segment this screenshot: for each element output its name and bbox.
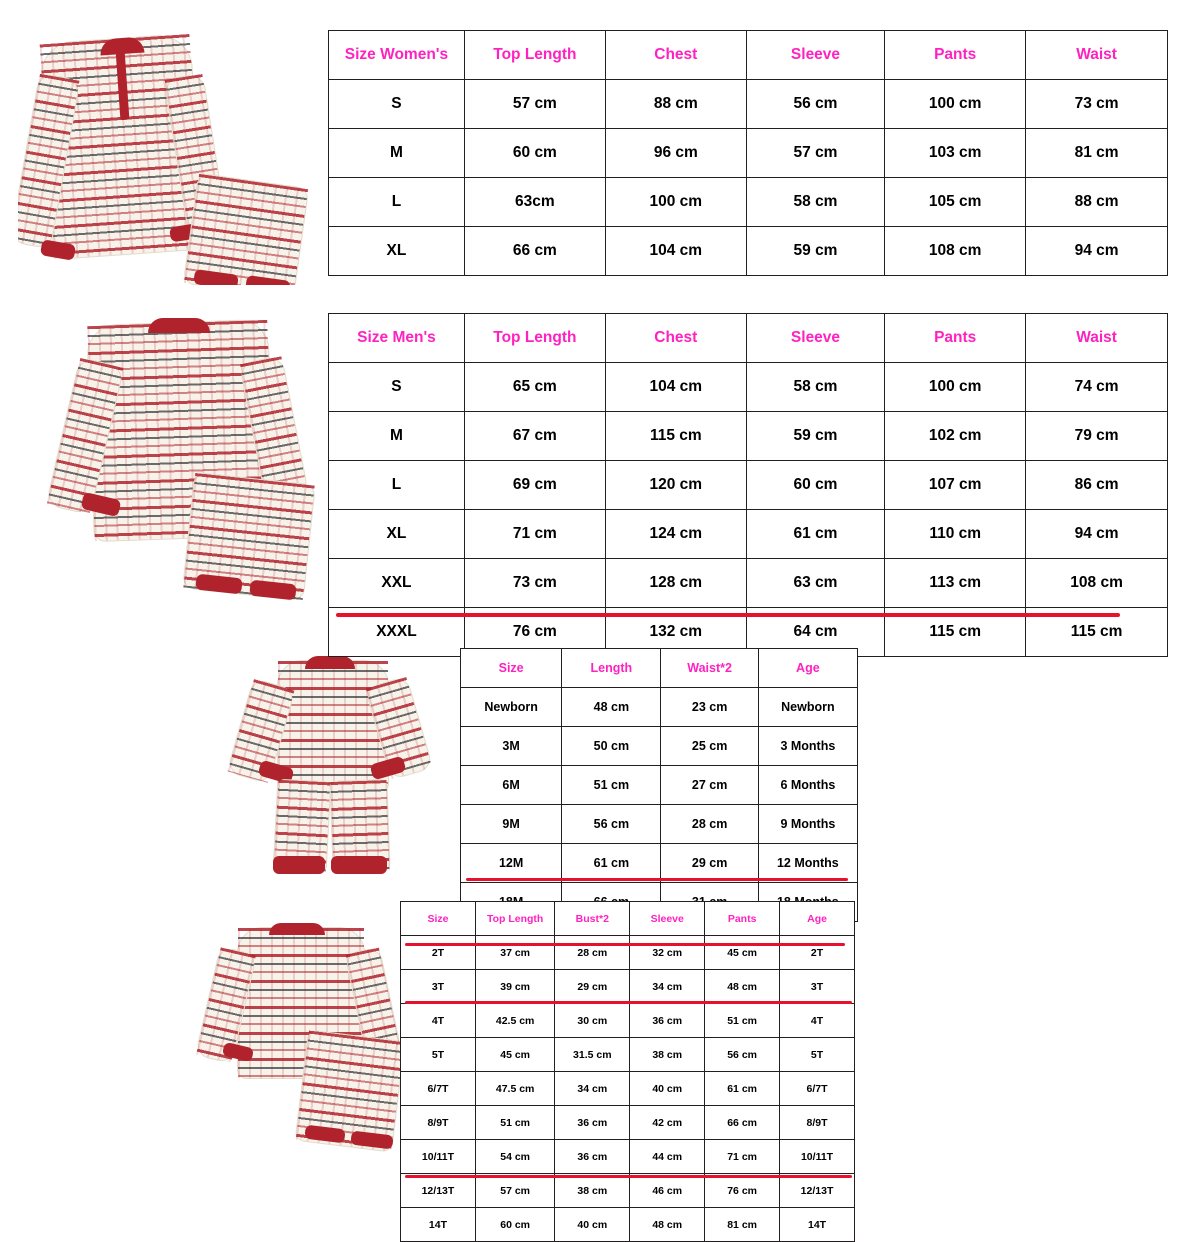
cell-pants: 48 cm: [705, 970, 780, 1004]
column-header: Size Men's: [329, 314, 465, 363]
cell-pants: 56 cm: [705, 1038, 780, 1072]
cell-age: 6/7T: [780, 1072, 855, 1106]
column-header: Top Length: [464, 31, 605, 80]
column-header: Sleeve: [746, 314, 884, 363]
table-row: [329, 129, 1168, 178]
table-row: [329, 178, 1168, 227]
cell-waist: 94 cm: [1026, 510, 1168, 559]
cell-top-length: 66 cm: [464, 227, 605, 276]
table-row: [401, 1174, 855, 1208]
cell-waist: 94 cm: [1026, 227, 1168, 276]
cell-sleeve: 42 cm: [630, 1106, 705, 1140]
table-row: [329, 363, 1168, 412]
cell-age: 9 Months: [758, 805, 857, 844]
cell-top-length: 60 cm: [464, 129, 605, 178]
cell-top-length: 71 cm: [464, 510, 605, 559]
column-header: Sleeve: [630, 902, 705, 936]
cell-length: 48 cm: [562, 688, 661, 727]
men-photo: [20, 300, 340, 610]
baby-photo: [215, 640, 460, 888]
baby-left-foot-cuff: [273, 856, 325, 874]
cell-waist: 81 cm: [1026, 129, 1168, 178]
cell-age: 5T: [780, 1038, 855, 1072]
cell-top-length: 73 cm: [464, 559, 605, 608]
cell-sleeve: 59 cm: [746, 412, 884, 461]
men-pants-cuff-left: [195, 574, 242, 595]
table-row: [461, 688, 858, 727]
column-header: Pants: [885, 31, 1026, 80]
cell-pants: 102 cm: [885, 412, 1026, 461]
cell-age: 3 Months: [758, 727, 857, 766]
column-header: Top Length: [464, 314, 605, 363]
cell-pants: 71 cm: [705, 1140, 780, 1174]
cell-waist: 23 cm: [661, 688, 758, 727]
table-row: [401, 970, 855, 1004]
cell-top-length: 47.5 cm: [475, 1072, 554, 1106]
cell-bust: 34 cm: [555, 1072, 630, 1106]
table-row: [461, 766, 858, 805]
table-row: [329, 461, 1168, 510]
table-row: [329, 412, 1168, 461]
cell-top-length: 37 cm: [475, 936, 554, 970]
cell-sleeve: 64 cm: [746, 608, 884, 657]
baby-right-foot-cuff: [331, 856, 387, 874]
cell-sleeve: 44 cm: [630, 1140, 705, 1174]
cell-size: S: [329, 80, 465, 129]
kids-collar: [269, 923, 325, 935]
cell-size: 8/9T: [401, 1106, 476, 1140]
cell-age: 2T: [780, 936, 855, 970]
cell-size: 3M: [461, 727, 562, 766]
men-size-table: [328, 313, 1168, 657]
table-row-struck: [401, 1004, 855, 1038]
cell-pants: 100 cm: [885, 80, 1026, 129]
cell-sleeve: 57 cm: [746, 129, 884, 178]
cell-age: 10/11T: [780, 1140, 855, 1174]
cell-waist: 115 cm: [1026, 608, 1168, 657]
table-header-row: [329, 31, 1168, 80]
men-top-collar: [148, 318, 210, 333]
cell-chest: 132 cm: [605, 608, 746, 657]
cell-sleeve: 34 cm: [630, 970, 705, 1004]
cell-sleeve: 32 cm: [630, 936, 705, 970]
table-row: [401, 1038, 855, 1072]
cell-sleeve: 58 cm: [746, 178, 884, 227]
cell-waist: 28 cm: [661, 805, 758, 844]
cell-size: 10/11T: [401, 1140, 476, 1174]
cell-size: M: [329, 412, 465, 461]
cell-age: Newborn: [758, 688, 857, 727]
cell-sleeve: 48 cm: [630, 1208, 705, 1242]
cell-size: L: [329, 178, 465, 227]
cell-bust: 40 cm: [555, 1208, 630, 1242]
column-header: Pants: [885, 314, 1026, 363]
cell-top-length: 57 cm: [464, 80, 605, 129]
cell-size: 6M: [461, 766, 562, 805]
column-header: Size: [461, 649, 562, 688]
cell-pants: 81 cm: [705, 1208, 780, 1242]
cell-bust: 28 cm: [555, 936, 630, 970]
cell-age: 12 Months: [758, 844, 857, 883]
column-header: Chest: [605, 314, 746, 363]
cell-chest: 96 cm: [605, 129, 746, 178]
kids-photo: [195, 905, 405, 1170]
cell-top-length: 54 cm: [475, 1140, 554, 1174]
cell-pants: 45 cm: [705, 936, 780, 970]
cell-bust: 30 cm: [555, 1004, 630, 1038]
cell-size: 2T: [401, 936, 476, 970]
cell-pants: 107 cm: [885, 461, 1026, 510]
cell-top-length: 60 cm: [475, 1208, 554, 1242]
cell-sleeve: 36 cm: [630, 1004, 705, 1038]
cell-waist: 73 cm: [1026, 80, 1168, 129]
cell-chest: 124 cm: [605, 510, 746, 559]
cell-size: XXL: [329, 559, 465, 608]
column-header: Sleeve: [746, 31, 884, 80]
women-photo: [18, 20, 318, 285]
table-row-struck: [401, 1208, 855, 1242]
cell-size: Newborn: [461, 688, 562, 727]
cell-size: 12M: [461, 844, 562, 883]
cell-chest: 104 cm: [605, 227, 746, 276]
cell-pants: 76 cm: [705, 1174, 780, 1208]
cell-sleeve: 60 cm: [746, 461, 884, 510]
cell-pants: 66 cm: [705, 1106, 780, 1140]
column-header: Age: [780, 902, 855, 936]
cell-size: 9M: [461, 805, 562, 844]
table-row-struck: [401, 936, 855, 970]
table-header-row: [329, 314, 1168, 363]
cell-sleeve: 61 cm: [746, 510, 884, 559]
cell-pants: 100 cm: [885, 363, 1026, 412]
cell-sleeve: 46 cm: [630, 1174, 705, 1208]
column-header: Bust*2: [555, 902, 630, 936]
cell-top-length: 45 cm: [475, 1038, 554, 1072]
cell-top-length: 51 cm: [475, 1106, 554, 1140]
cell-bust: 29 cm: [555, 970, 630, 1004]
cell-bust: 38 cm: [555, 1174, 630, 1208]
column-header: Waist: [1026, 314, 1168, 363]
cell-top-length: 42.5 cm: [475, 1004, 554, 1038]
cell-length: 51 cm: [562, 766, 661, 805]
cell-bust: 36 cm: [555, 1140, 630, 1174]
table-row: [329, 510, 1168, 559]
cell-age: 12/13T: [780, 1174, 855, 1208]
cell-sleeve: 56 cm: [746, 80, 884, 129]
table-header-row: [461, 649, 858, 688]
cell-sleeve: 40 cm: [630, 1072, 705, 1106]
kids-size-table: [400, 901, 855, 1242]
cell-size: 12/13T: [401, 1174, 476, 1208]
cell-sleeve: 38 cm: [630, 1038, 705, 1072]
cell-size: XL: [329, 227, 465, 276]
cell-pants: 115 cm: [885, 608, 1026, 657]
cell-size: 6/7T: [401, 1072, 476, 1106]
cell-size: 14T: [401, 1208, 476, 1242]
baby-size-table: [460, 648, 858, 922]
cell-size: S: [329, 363, 465, 412]
cell-size: L: [329, 461, 465, 510]
cell-chest: 100 cm: [605, 178, 746, 227]
cell-pants: 108 cm: [885, 227, 1026, 276]
men-pants-cuff-right: [249, 580, 296, 601]
column-header: Chest: [605, 31, 746, 80]
column-header: Top Length: [475, 902, 554, 936]
table-row: [329, 559, 1168, 608]
table-row: [461, 805, 858, 844]
cell-top-length: 65 cm: [464, 363, 605, 412]
column-header: Size Women's: [329, 31, 465, 80]
cell-chest: 128 cm: [605, 559, 746, 608]
cell-age: 4T: [780, 1004, 855, 1038]
cell-top-length: 63cm: [464, 178, 605, 227]
cell-sleeve: 58 cm: [746, 363, 884, 412]
cell-chest: 104 cm: [605, 363, 746, 412]
cell-waist: 74 cm: [1026, 363, 1168, 412]
fairisle-pattern: [184, 174, 308, 285]
cell-size: XL: [329, 510, 465, 559]
cell-waist: 88 cm: [1026, 178, 1168, 227]
cell-age: 3T: [780, 970, 855, 1004]
cell-pants: 105 cm: [885, 178, 1026, 227]
cell-bust: 36 cm: [555, 1106, 630, 1140]
baby-collar: [305, 656, 355, 669]
cell-top-length: 76 cm: [464, 608, 605, 657]
column-header: Pants: [705, 902, 780, 936]
cell-chest: 120 cm: [605, 461, 746, 510]
cell-pants: 51 cm: [705, 1004, 780, 1038]
cell-top-length: 39 cm: [475, 970, 554, 1004]
column-header: Length: [562, 649, 661, 688]
table-header-row: [401, 902, 855, 936]
women-pants: [183, 173, 309, 285]
cell-pants: 113 cm: [885, 559, 1026, 608]
column-header: Waist*2: [661, 649, 758, 688]
cell-top-length: 57 cm: [475, 1174, 554, 1208]
cell-pants: 110 cm: [885, 510, 1026, 559]
cell-sleeve: 59 cm: [746, 227, 884, 276]
cell-length: 50 cm: [562, 727, 661, 766]
cell-size: 5T: [401, 1038, 476, 1072]
cell-sleeve: 63 cm: [746, 559, 884, 608]
table-row: [461, 727, 858, 766]
cell-waist: 29 cm: [661, 844, 758, 883]
cell-age: 6 Months: [758, 766, 857, 805]
cell-pants: 61 cm: [705, 1072, 780, 1106]
table-row: [329, 80, 1168, 129]
cell-length: 61 cm: [562, 844, 661, 883]
table-row: [401, 1072, 855, 1106]
column-header: Age: [758, 649, 857, 688]
cell-bust: 31.5 cm: [555, 1038, 630, 1072]
cell-size: 3T: [401, 970, 476, 1004]
women-size-table: [328, 30, 1168, 276]
cell-size: M: [329, 129, 465, 178]
table-row: [329, 227, 1168, 276]
cell-length: 56 cm: [562, 805, 661, 844]
table-row: [401, 1106, 855, 1140]
column-header: Size: [401, 902, 476, 936]
cell-waist: 27 cm: [661, 766, 758, 805]
cell-waist: 108 cm: [1026, 559, 1168, 608]
cell-pants: 103 cm: [885, 129, 1026, 178]
table-row: [461, 844, 858, 883]
cell-waist: 86 cm: [1026, 461, 1168, 510]
cell-size: 4T: [401, 1004, 476, 1038]
cell-top-length: 67 cm: [464, 412, 605, 461]
cell-waist: 79 cm: [1026, 412, 1168, 461]
cell-size: XXXL: [329, 608, 465, 657]
cell-age: 8/9T: [780, 1106, 855, 1140]
cell-top-length: 69 cm: [464, 461, 605, 510]
cell-age: 14T: [780, 1208, 855, 1242]
column-header: Waist: [1026, 31, 1168, 80]
table-row: [401, 1140, 855, 1174]
cell-chest: 88 cm: [605, 80, 746, 129]
cell-waist: 25 cm: [661, 727, 758, 766]
cell-chest: 115 cm: [605, 412, 746, 461]
